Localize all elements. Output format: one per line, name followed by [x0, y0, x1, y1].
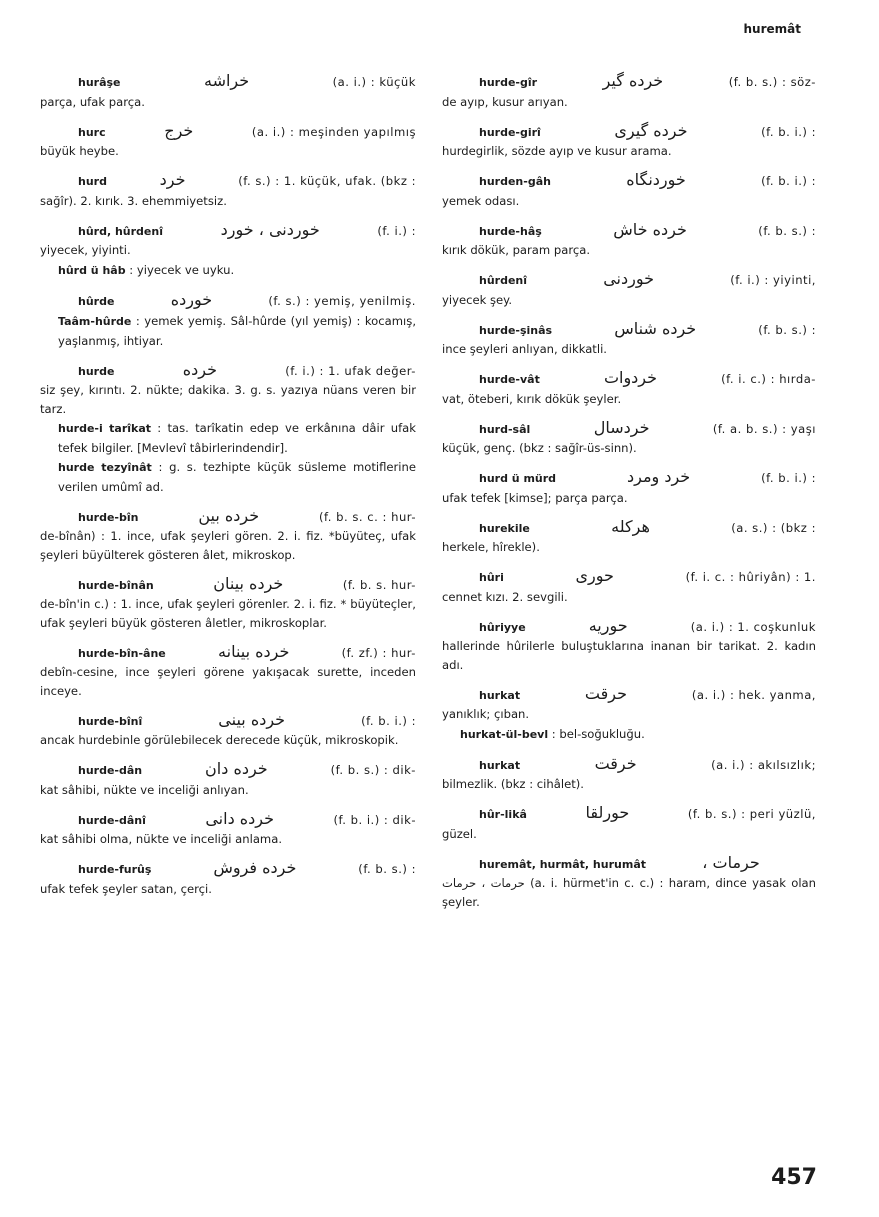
entry-definition: yanıklık; çıban.: [442, 707, 530, 721]
entry-arabic-script: خرد ومرد: [626, 467, 691, 486]
entry-headword: hurde-hâş: [479, 224, 542, 238]
dictionary-entry: [442, 369, 816, 408]
entry-first-line: [442, 468, 816, 489]
entry-headword: hûri: [479, 571, 504, 584]
entry-definition: de-bîn'in c.) : 1. ince, ufak şeyleri görenler. 2. i. fiz. * büyüteçler, ufak şeyleri büyük gösteren âletler, mikroskoplar.: [40, 597, 416, 630]
entry-grammar: (f. b. s. c. : hur-: [318, 509, 416, 524]
dictionary-entry: [442, 221, 816, 260]
dictionary-entry: [40, 760, 416, 799]
entry-first-line: [442, 755, 816, 776]
entry-arabic-script: خرده شناس: [614, 318, 697, 338]
entry-grammar: (f. zf.) : hur-: [341, 645, 416, 660]
entry-first-line: [442, 804, 816, 825]
dictionary-entry: [40, 221, 416, 281]
dictionary-entry: [442, 854, 816, 912]
entry-definition: herkele, hîrekle).: [442, 540, 540, 554]
dictionary-entry: [442, 518, 816, 557]
entry-grammar: (f. b. s.) : söz-: [728, 75, 816, 89]
entry-arabic-script: خرده فروش: [213, 858, 297, 877]
entry-arabic-script: خردسال: [593, 417, 650, 437]
entry-grammar: (f. b. s.) :: [758, 322, 816, 337]
entry-definition: güzel.: [442, 826, 477, 841]
entry-arabic-script: خرد: [159, 170, 186, 189]
entry-grammar: (f. b. s.) : dik-: [330, 763, 416, 777]
entry-headword: hurden-gâh: [479, 175, 551, 188]
entry-grammar: (f. s.) : yemiş, yenilmiş.: [268, 293, 416, 308]
entry-headword: hûriyye: [479, 620, 526, 634]
entry-first-line: [442, 270, 816, 291]
entry-grammar: (f. i.) : 1. ufak değer-: [285, 363, 416, 378]
entry-arabic-script: خردوات: [603, 368, 658, 387]
dictionary-entry: [40, 643, 416, 701]
entry-arabic-script: خرج: [164, 120, 194, 140]
sub-entry: [40, 458, 416, 496]
entry-definition: yiyecek, yiyinti.: [40, 243, 131, 257]
entry-headword: hurd: [78, 175, 107, 188]
entry-first-line: [40, 171, 416, 192]
entry-definition: vat, öteberi, kırık dökük şeyler.: [442, 391, 622, 406]
entry-headword: hurkat: [479, 688, 521, 702]
entry-headword: hûrdenî: [479, 274, 528, 287]
dictionary-entry: [442, 320, 816, 359]
dictionary-entry: [442, 171, 816, 210]
dictionary-entry: [40, 711, 416, 750]
entry-arabic-script: خرده: [182, 359, 217, 379]
entry-headword: hurde-bîn-âne: [78, 646, 166, 660]
entry-grammar: (f. b. i.) :: [361, 713, 416, 728]
entry-arabic-script: خرده دانى: [205, 808, 274, 828]
entry-arabic-script: حرقت: [584, 683, 627, 703]
entry-first-line: [442, 72, 816, 93]
entry-first-line: [442, 171, 816, 192]
entry-arabic-script: خوردنى ، خورد: [220, 219, 320, 239]
entry-arabic-script: خوردنگاه: [626, 170, 686, 189]
entry-grammar: (a. i.) : hek. yanma,: [691, 687, 816, 702]
entry-grammar: (f. i. c. : hûriyân) : 1.: [685, 570, 816, 584]
dictionary-entry: [442, 755, 816, 794]
dictionary-entry: [442, 567, 816, 606]
entry-first-line: [442, 320, 816, 341]
entry-first-line: [442, 122, 816, 143]
entry-definition: hurdegirlik, sözde ayıp ve kusur arama.: [442, 144, 672, 158]
entry-grammar: (f. s.) : 1. küçük, ufak. (bkz :: [238, 174, 416, 188]
entry-grammar: (f. b. i.) :: [761, 124, 816, 139]
dictionary-entry: [40, 291, 416, 351]
entry-arabic-script: حوريه: [588, 615, 628, 635]
entry-arabic-script: حورلقا: [585, 803, 630, 822]
entry-first-line: [40, 122, 416, 143]
entry-first-line: [40, 291, 416, 312]
entry-first-line: [40, 221, 416, 242]
entry-arabic-script: حورى: [575, 566, 614, 585]
entry-grammar: (f. i.) :: [377, 223, 416, 238]
entry-arabic-script: خرده خاش: [613, 219, 687, 239]
entry-headword: hurde-bîn: [78, 510, 139, 524]
dictionary-entry: [442, 72, 816, 111]
entry-grammar: (f. b. s. hur-: [342, 577, 416, 592]
dictionary-entry: [442, 468, 816, 507]
sub-entry: [442, 725, 816, 745]
entry-first-line: [40, 711, 416, 732]
dictionary-entry: [442, 419, 816, 458]
entry-headword: hurde-girî: [479, 125, 541, 139]
entry-definition: siz şey, kırıntı. 2. nükte; dakika. 3. g. s. yazıya nüans veren bir tarz.: [40, 383, 416, 416]
dictionary-entry: [40, 810, 416, 849]
entry-definition: kat sâhibi olma, nükte ve inceliği anlama.: [40, 832, 283, 846]
entry-headword: hûrde: [78, 294, 115, 308]
right-column: [442, 72, 816, 922]
entry-definition: hallerinde hûrilerle buluştuklarına inanan bir tarikat. 2. kadın adı.: [442, 639, 816, 672]
entry-definition: ufak tefek şeyler satan, çerçi.: [40, 881, 212, 896]
entry-first-line: [442, 221, 816, 242]
entry-arabic-script: خرقت: [594, 753, 637, 773]
entry-arabic-script: حرمات ،: [702, 852, 760, 872]
entry-first-line: [442, 369, 816, 390]
dictionary-entry: [442, 270, 816, 309]
dictionary-entry: [40, 859, 416, 898]
entry-definition: yiyecek şey.: [442, 292, 513, 307]
entry-headword: hurde: [78, 364, 115, 378]
entry-first-line: [40, 643, 416, 664]
entry-first-line: [40, 575, 416, 596]
entry-first-line: [442, 617, 816, 638]
entry-definition: ufak tefek [kimse]; parça parça.: [442, 490, 628, 505]
entry-first-line: [442, 685, 816, 706]
entry-headword: hurde-furûş: [78, 863, 152, 876]
entry-arabic-script: خرده بين: [198, 505, 260, 525]
dictionary-entry: [442, 122, 816, 161]
entry-headword: hurde-dânî: [78, 813, 146, 827]
entry-definition: sağîr). 2. kırık. 3. ehemmiyetsiz.: [40, 193, 227, 208]
entry-grammar: (f. b. s.) : peri yüzlü,: [687, 807, 816, 821]
sub-entry-definition: : g. s. tezhipte küçük süsleme motiflerine verilen umûmî ad.: [58, 460, 416, 494]
sub-entry-headword: hûrd ü hâb: [58, 263, 126, 277]
left-column: [40, 72, 416, 909]
dictionary-entry: [442, 617, 816, 675]
entry-headword: hurde-dân: [78, 764, 143, 777]
entry-headword: hurekile: [479, 521, 530, 535]
entry-arabic-script: خورده: [170, 289, 213, 309]
entry-first-line: [442, 567, 816, 588]
entry-definition: cennet kızı. 2. sevgili.: [442, 589, 568, 604]
running-head: huremât: [743, 22, 801, 36]
entry-first-line: [40, 760, 416, 781]
entry-headword: hurde-gîr: [479, 76, 538, 89]
entry-definition: parça, ufak parça.: [40, 94, 145, 109]
entry-definition: حرمات ، حرمات (a. i. hürmet'in c. c.) : haram, dince yasak olan şeyler.: [442, 876, 816, 909]
entry-headword: hûr-likâ: [479, 808, 527, 821]
sub-entry-definition: : yiyecek ve uyku.: [125, 262, 235, 277]
dictionary-entry: [40, 361, 416, 497]
entry-arabic-script: خرده گيرى: [614, 120, 688, 140]
entry-headword: hurde-bînî: [78, 714, 143, 728]
entry-headword: hurd ü mürd: [479, 472, 557, 485]
entry-first-line: [442, 518, 816, 539]
entry-definition: bilmezlik. (bkz : cihâlet).: [442, 777, 584, 791]
entry-definition: debîn-cesine, ince şeyleri görene yakışacak surette, inceden inceye.: [40, 665, 416, 698]
entry-headword: hurd-sâl: [479, 422, 531, 436]
entry-grammar: (f. a. b. s.) : yaşı: [712, 421, 816, 436]
dictionary-entry: [40, 72, 416, 111]
entry-definition: yemek odası.: [442, 193, 520, 208]
dictionary-entry: [442, 685, 816, 745]
sub-entry: [40, 261, 416, 281]
sub-entry-headword: hurde tezyînât: [58, 461, 152, 474]
entry-grammar: (a. i.) : akılsızlık;: [711, 757, 816, 772]
entry-first-line: [40, 859, 416, 880]
entry-first-line: [40, 72, 416, 93]
entry-headword: hûrd, hûrdenî: [78, 224, 163, 238]
sub-entry-headword: hurkat-ül-bevl: [460, 727, 549, 741]
entry-definition: büyük heybe.: [40, 144, 119, 158]
entry-grammar: (f. b. s.) :: [358, 862, 416, 876]
entry-arabic-script: خوردنى: [603, 269, 654, 288]
entry-grammar: (f. b. i.) :: [761, 471, 816, 485]
entry-arabic-script: خرده بينان: [213, 573, 284, 593]
entry-arabic-script: خراشه: [204, 71, 250, 90]
entry-first-line: [442, 419, 816, 440]
entry-definition: de-bînân) : 1. ince, ufak şeyleri gören. 2. i. fiz. *büyüteç, ufak şeyleri büyülterek gösteren âlet, mikroskop.: [40, 529, 416, 562]
entry-definition: kırık dökük, param parça.: [442, 243, 591, 257]
sub-entry-definition: : bel-soğukluğu.: [548, 726, 645, 741]
entry-definition: küçük, genç. (bkz : sağîr-üs-sinn).: [442, 441, 637, 455]
entry-headword: hurde-şinâs: [479, 323, 553, 337]
entry-grammar: (a. s.) : (bkz :: [731, 520, 816, 535]
entry-definition: ancak hurdebinle görülebilecek derecede küçük, mikroskopik.: [40, 733, 399, 747]
entry-headword: hurâşe: [78, 76, 121, 89]
entry-headword: hurc: [78, 125, 106, 139]
entry-grammar: (f. b. i.) :: [761, 174, 816, 188]
entry-grammar: (f. b. s.) :: [758, 223, 816, 238]
entry-first-line: [40, 507, 416, 528]
entry-first-line: [442, 854, 816, 875]
entry-grammar: (a. i.) : 1. coşkunluk: [690, 619, 816, 634]
entry-grammar: (f. i.) : yiyinti,: [730, 273, 816, 287]
entry-arabic-script: خرده گير: [602, 71, 664, 90]
page-number: 457: [771, 1165, 817, 1190]
entry-definition: ince şeyleri anlıyan, dikkatli.: [442, 342, 607, 356]
entry-first-line: [40, 361, 416, 382]
entry-definition: de ayıp, kusur arıyan.: [442, 94, 568, 109]
entry-grammar: (a. i.) : meşinden yapılmış: [251, 124, 416, 139]
dictionary-entry: [40, 507, 416, 565]
sub-entry-headword: Taâm-hûrde: [58, 315, 132, 328]
entry-arabic-script: خرده دان: [205, 759, 268, 778]
entry-definition: kat sâhibi, nükte ve inceliği anlıyan.: [40, 782, 249, 797]
entry-arabic-script: خرده بينى: [218, 709, 286, 729]
entry-headword: hurde-bînân: [78, 578, 154, 592]
dictionary-entry: [40, 575, 416, 633]
sub-entry: [40, 419, 416, 457]
dictionary-entry: [40, 122, 416, 161]
sub-entry-headword: hurde-i tarîkat: [58, 422, 152, 435]
entry-grammar: (f. b. i.) : dik-: [333, 812, 416, 827]
dictionary-entry: [442, 804, 816, 843]
dictionary-entry: [40, 171, 416, 210]
entry-headword: huremât, hurmât, hurumât: [479, 857, 646, 871]
entry-headword: hurkat: [479, 758, 521, 772]
sub-entry-definition: : tas. tarîkatin edep ve erkânına dâir ufak tefek bilgiler. [Mevlevî tâbirlerindendir].: [58, 421, 416, 455]
entry-arabic-script: هركله: [611, 516, 650, 536]
entry-arabic-script: خرده بينانه: [218, 641, 290, 661]
entry-first-line: [40, 810, 416, 831]
entry-grammar: (f. i. c.) : hırda-: [721, 372, 816, 386]
entry-headword: hurde-vât: [479, 373, 540, 386]
entry-grammar: (a. i.) : küçük: [332, 75, 416, 89]
sub-entry-definition: : yemek yemiş. Sâl-hûrde (yıl yemiş) : kocamış, yaşlanmış, ihtiyar.: [58, 314, 416, 348]
sub-entry: [40, 312, 416, 350]
